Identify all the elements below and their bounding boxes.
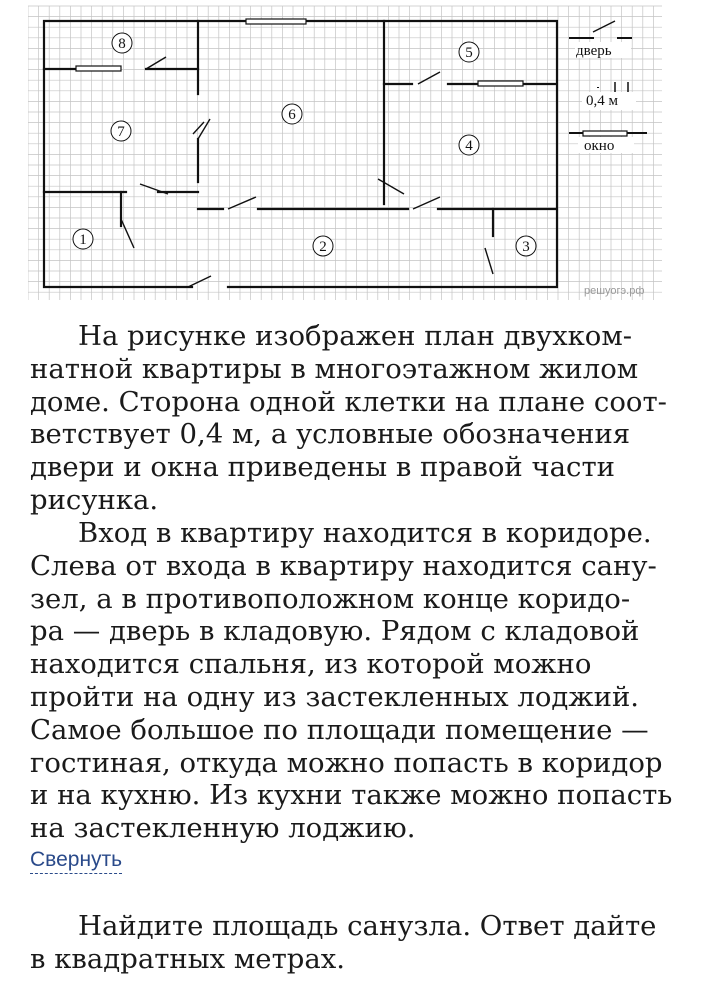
plan-windows bbox=[76, 19, 627, 136]
room-number-4: 4 bbox=[465, 138, 473, 154]
intro-line: натной квартиры в многоэтажном жилом bbox=[30, 352, 639, 385]
legend-window-label: окно bbox=[584, 138, 615, 154]
window-8-7 bbox=[76, 66, 121, 71]
description-line: на застекленную лоджию. bbox=[30, 812, 416, 845]
description-line: пройти на одну из застекленных лоджий. bbox=[30, 680, 640, 713]
collapse-link[interactable]: Свернуть bbox=[30, 847, 122, 874]
intro-line: доме. Сторона одной клетки на плане соот- bbox=[30, 385, 667, 418]
window-legend bbox=[583, 131, 627, 136]
room-number-6: 6 bbox=[288, 107, 296, 123]
room-number-labels bbox=[73, 33, 536, 256]
intro-line: двери и окна приведены в правой части bbox=[30, 451, 616, 484]
description-line: и на кухню. Из кухни также можно попасть bbox=[30, 779, 673, 812]
room-number-7: 7 bbox=[117, 124, 125, 140]
room-number-8: 8 bbox=[118, 36, 126, 52]
door-legend bbox=[593, 21, 615, 32]
description-line: Вход в квартиру находится в коридоре. bbox=[78, 517, 652, 549]
outer-wall bbox=[44, 21, 557, 287]
description-line: Самое большое по площади помещение — bbox=[30, 713, 649, 746]
legend-scale-label: 0,4 м bbox=[586, 93, 618, 109]
description-line: Слева от входа в квартиру находится сану- bbox=[30, 549, 657, 582]
intro-paragraph bbox=[30, 320, 670, 517]
plan-legend bbox=[569, 38, 647, 154]
plan-doors bbox=[121, 21, 615, 287]
legend-door-label: дверь bbox=[576, 43, 612, 59]
window-6 bbox=[246, 19, 306, 24]
apartment-plan-diagram bbox=[28, 4, 668, 304]
watermark: решуогэ.рф bbox=[584, 285, 645, 297]
question-paragraph bbox=[30, 910, 670, 976]
room-number-2: 2 bbox=[319, 239, 327, 255]
door-5 bbox=[418, 72, 440, 84]
description-line: ра — дверь в кладовую. Рядом с кладовой bbox=[30, 615, 640, 648]
question-line: в квадратных метрах. bbox=[30, 942, 346, 975]
description-paragraph bbox=[30, 517, 673, 845]
window-5-4 bbox=[478, 81, 523, 86]
door-7-hall bbox=[140, 184, 168, 194]
room-number-3: 3 bbox=[522, 239, 530, 255]
intro-line: На рисунке изображен план двухком- bbox=[78, 320, 633, 352]
room-number-1: 1 bbox=[79, 232, 87, 248]
door-3 bbox=[485, 248, 493, 274]
description-line: гостиная, откуда можно попасть в коридор bbox=[30, 746, 663, 779]
door-1 bbox=[121, 219, 134, 248]
question-line: Найдите площадь санузла. Ответ дайте bbox=[78, 910, 657, 942]
intro-line: ветствует 0,4 м, а условные обозначения bbox=[30, 418, 631, 451]
description-line: находится спальня, из которой можно bbox=[30, 648, 592, 681]
description-line: зел, а в противоположном конце коридо- bbox=[30, 582, 631, 615]
intro-line: рисунка. bbox=[30, 483, 159, 516]
plan-walls bbox=[44, 21, 557, 287]
room-number-5: 5 bbox=[465, 45, 473, 61]
